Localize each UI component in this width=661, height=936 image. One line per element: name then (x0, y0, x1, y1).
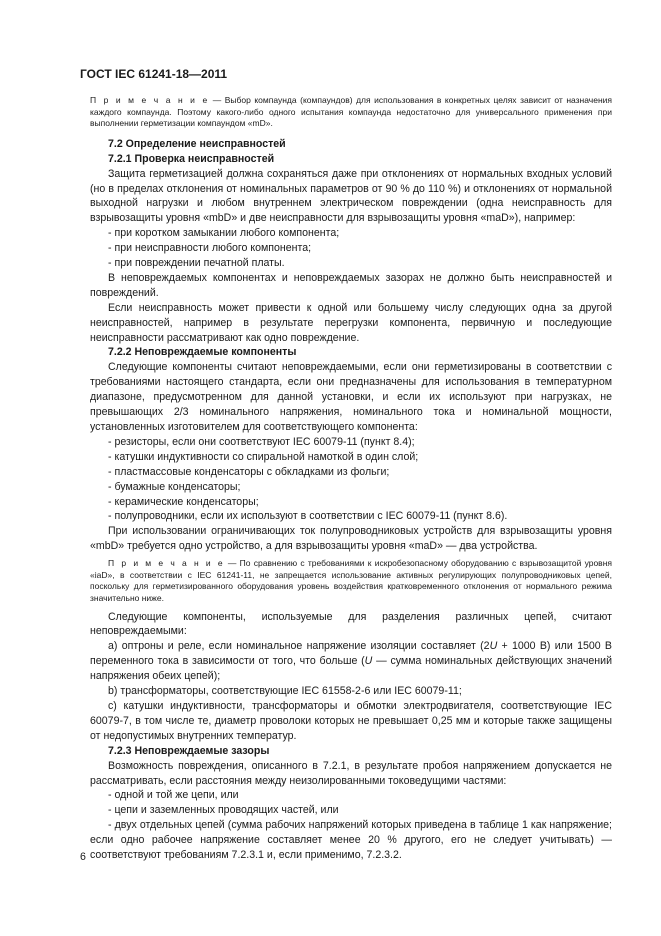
section-7-2-3-paragraph-1: Возможность повреждения, описанного в 7.2.1, в результате пробоя напряжением допускается не рассматривать, если расстояния между неизолированными токоведущими частями: (90, 759, 612, 787)
note-1 (90, 95, 612, 130)
section-7-2-1-paragraph-2: В неповреждаемых компонентах и неповреждаемых зазорах не должно быть неисправностей и повреждений. (90, 271, 612, 299)
item-a-start: а) оптроны и реле, если номинальное напряжение изоляции составляет (2 (108, 640, 490, 653)
section-7-2-2-paragraph-3: Следующие компоненты, используемые для разделения различных цепей, считают неповреждаемыми: (90, 610, 612, 638)
item-b: b) трансформаторы, соответствующие IEC 61558-2-6 или IEC 60079-11; (108, 685, 462, 698)
section-7-2-1-paragraph-1: Защита герметизацией должна сохраняться даже при отклонениях от нормальных входных условий (но в пределах отклонения от номинальных параметров от 90 % до 110 %) и отклонениях от нормальной выходной нагрузки и любом внутреннем электрическом повреждении (одна неисправность для взрывозащиты уровня «mbD» и две неисправности для взрывозащиты уровня «maD»), например: (90, 167, 612, 225)
note-1-text: — Выбор компаунда (компаундов) для использования в конкретных целях зависит от назначения каждого компаунда. Поэтому какого-либо одного испытания компаунда недостаточно для универсального применения при выполнении герметизации компаундом «mD». (90, 95, 612, 129)
section-7-2-2-list-item: - керамические конденсаторы; (108, 495, 259, 508)
note-1-label: П р и м е ч а н и е (90, 95, 210, 105)
section-7-2-2-list-item: - бумажные конденсаторы; (108, 480, 241, 493)
section-7-2-1-list-item: - при неисправности любого компонента; (108, 242, 312, 255)
section-7-2-2-list-item: - пластмассовые конденсаторы с обкладками из фольги; (108, 465, 390, 478)
document-header: ГОСТ IEC 61241-18—2011 (80, 67, 228, 81)
section-7-2-2-list-item: - катушки индуктивности со спиральной намоткой в один слой; (108, 450, 419, 463)
page-body (90, 95, 612, 863)
section-7-2-3-heading: 7.2.3 Неповреждаемые зазоры (108, 744, 270, 757)
section-7-2-1-list-item: - при повреждении печатной платы. (108, 257, 285, 270)
section-7-2-2-heading: 7.2.2 Неповреждаемые компоненты (108, 346, 297, 359)
item-a (90, 639, 612, 684)
item-a-end: — сумма номинальных действующих значений напряжения обеих цепей); (90, 655, 612, 683)
section-7-2-2-list-item: - резисторы, если они соответствуют IEC 60079-11 (пункт 8.4); (108, 435, 415, 448)
note-2-label: П р и м е ч а н и е (108, 558, 225, 569)
note-2-text: — По сравнению с требованиями к искробезопасному оборудованию с взрывозащитой уровня «iaD», в соответствии с IEC 61241-11, не запрещается использование активных регулирующих полупроводниковых цепей, поскольку для герметизированного оборудования уровень воздействия кратковременного отклонения от нормального режима значительно ниже. (90, 558, 612, 603)
section-7-2-3-list-item: - цепи и заземленных проводящих частей, или (108, 804, 339, 817)
item-a-middle: + 1000 В) или 1500 В переменного тока в зависимости от того, что больше ( (90, 640, 612, 668)
section-7-2-3-list-item-last: - двух отдельных цепей (сумма рабочих напряжений которых приведена в таблице 1 как напряжение; если одно рабочее напряжение составляет менее 20 % другого, его не следует учитывать) — соответствуют требованиям 7.2.3.1 и, если применимо, 7.2.3.2. (90, 819, 612, 862)
italic-u: U (364, 655, 373, 668)
section-7-2-1-list-item: - при коротком замыкании любого компонента; (108, 227, 340, 240)
section-7-2-2-paragraph-1: Следующие компоненты считают неповреждаемыми, если они герметизированы в соответствии с требованиями настоящего стандарта, если они предназначены для использования в температурном диапазоне, предусмотренном для данной установки, и если их используют при нагрузках, не превышающих 2/3 номинального напряжения, номинального тока и номинальной мощности, установленных изготовителем для соответствующего компонента: (90, 361, 612, 433)
note-2 (90, 558, 612, 604)
page-number: 6 (80, 851, 86, 863)
section-7-2-3-list-item: - одной и той же цепи, или (108, 789, 239, 802)
section-7-2-2-list-item: - полупроводники, если их используют в соответствии с IEC 60079-11 (пункт 8.6). (108, 510, 508, 523)
section-7-2-2-paragraph-2: При использовании ограничивающих ток полупроводниковых устройств для взрывозащиты уровня «mbD» требуется одно устройство, а для взрывозащиты уровня «maD» — два устройства. (90, 525, 612, 553)
italic-u: U (489, 640, 498, 653)
item-c: с) катушки индуктивности, трансформаторы и обмотки электродвигателя, соответствующие IEC 60079-7, в том числе те, диаметр проволоки которых не превышает 0,25 мм и которые также защищены от недопустимых внутренних температур. (90, 699, 612, 742)
section-7-2-1-heading: 7.2.1 Проверка неисправностей (108, 152, 275, 165)
section-7-2-heading: 7.2 Определение неисправностей (108, 137, 286, 150)
section-7-2-1-paragraph-3: Если неисправность может привести к одной или большему числу следующих одна за другой неисправностей, например в результате перегрузки компонента, первичную и последующие неисправности рассматривают как одно повреждение. (90, 301, 612, 344)
